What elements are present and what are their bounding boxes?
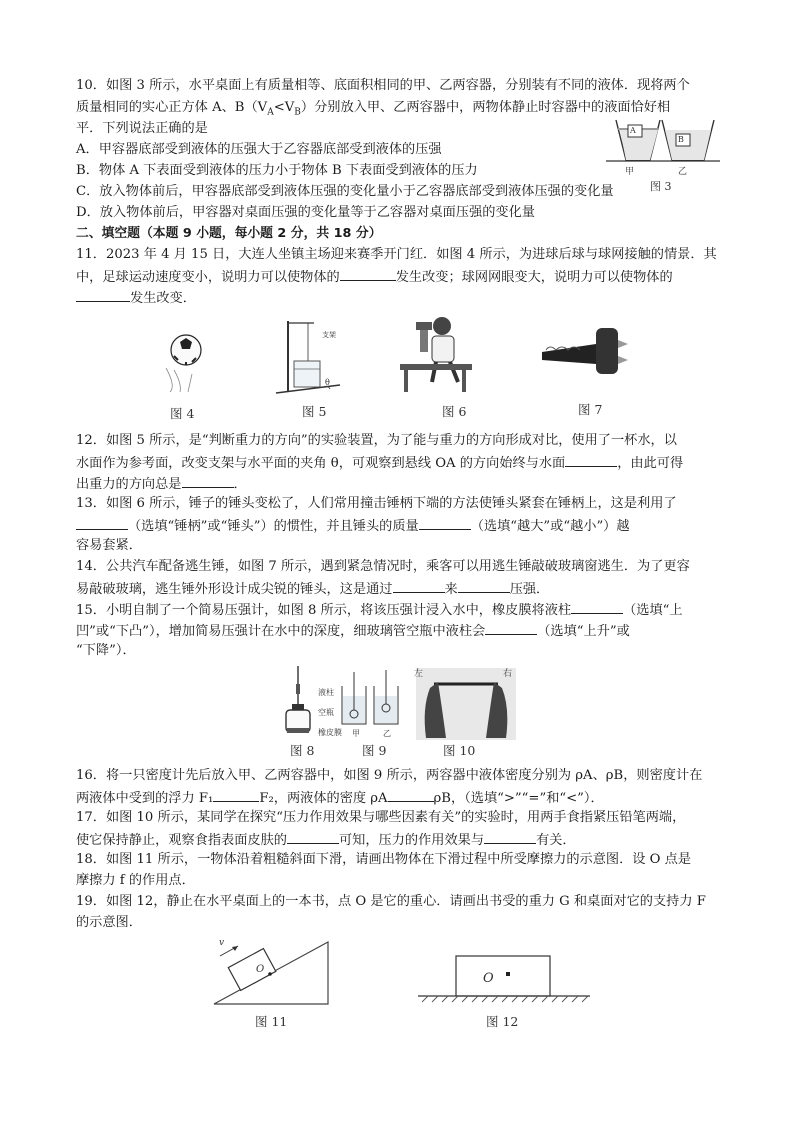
answer-blank[interactable] [571, 599, 623, 614]
q10-option-b: B．物体 A 下表面受到液体的压力小于物体 B 下表面受到液体的压力 [76, 163, 478, 178]
q13-line2: （选填“锤柄”或“锤头”）的惯性，并且锤头的质量 （选填“越大”或“越小”）越 [76, 515, 630, 537]
fig8-label-liquid-column: 液柱 [318, 688, 334, 697]
answer-blank[interactable] [76, 287, 130, 302]
fig5-caption: 图 5 [302, 404, 327, 419]
answer-blank[interactable] [76, 515, 128, 530]
section-2-heading: 二、填空题（本题 9 小题，每小题 2 分，共 18 分） [76, 226, 382, 241]
q14-line2: 易敲破玻璃，逃生锤外形设计成尖锐的锤头，这是通过 来 压强． [76, 578, 549, 600]
answer-blank[interactable] [485, 620, 537, 635]
fig9-label-jia: 甲 [352, 729, 360, 738]
fig11-caption: 图 11 [255, 1014, 288, 1029]
fig8-label-empty-bottle: 空瓶 [318, 708, 334, 717]
fig5-stand-label: 支架 [322, 331, 336, 339]
q10-option-a: A．甲容器底部受到液体的压强大于乙容器底部受到液体的压强 [76, 142, 442, 157]
fig9-caption: 图 9 [362, 743, 387, 758]
q10-option-d: D．放入物体前后，甲容器对桌面压强的变化量等于乙容器对桌面压强的变化量 [76, 205, 535, 220]
answer-blank[interactable] [388, 787, 434, 802]
q19-line1: 19．如图 12，静止在水平桌面上的一本书，点 O 是它的重心．请画出书受的重力 G 和桌面对它的支持力 F [76, 894, 706, 909]
figure-7-escape-hammer [536, 320, 632, 380]
fig12-point-o: O [483, 971, 494, 986]
figure-11-incline-block [208, 936, 334, 1008]
figure-12-book-on-table [418, 952, 590, 1004]
answer-blank[interactable] [213, 787, 259, 802]
q19-line2: 的示意图． [76, 915, 142, 930]
figure-9-hydrometer-beakers [338, 668, 402, 728]
fig10-label-right: 右 [503, 669, 513, 679]
answer-blank[interactable] [565, 452, 617, 467]
q12-line1: 12．如图 5 所示，是“判断重力的方向”的实验装置，为了能与重力的方向形成对比，使用了一杯水，以 [76, 433, 677, 448]
fig8-label-rubber-membrane: 橡皮膜 [318, 728, 342, 737]
q11-line2: 中，足球运动速度变小，说明力可以使物体的 发生改变；球网网眼变大，说明力可以使物体的 [76, 266, 673, 288]
figure-5-plumb-apparatus [272, 315, 344, 397]
fig3-label-jia: 甲 [625, 167, 635, 177]
answer-blank[interactable] [182, 473, 234, 488]
q12-line3: 出重力的方向总是 ． [76, 473, 247, 495]
q11-line3: 发生改变． [76, 287, 196, 309]
figure-4-football-net [162, 322, 210, 392]
fig6-caption: 图 6 [442, 404, 467, 419]
answer-blank[interactable] [419, 515, 471, 530]
q15-line3: “下降”）． [76, 643, 136, 658]
fig10-label-left: 左 [414, 669, 424, 679]
figure-10-pencil-fingers [416, 668, 516, 740]
q11-line1: 11．2023 年 4 月 15 日，大连人坐镇主场迎来赛季开门红．如图 4 所示，为进球后球与球网接触的情景．其 [76, 247, 717, 262]
q12-line2: 水面作为参考面，改变支架与水平面的夹角 θ，可观察到悬线 OA 的方向始终与水面 ，由此可得 [76, 452, 683, 474]
fig3-label-a: A [630, 126, 636, 135]
fig4-caption: 图 4 [170, 406, 195, 421]
q13-line1: 13．如图 6 所示，锤子的锤头变松了，人们常用撞击锤柄下端的方法使锤头紧套在锤柄上，这是利用了 [76, 496, 677, 511]
q10-line3: 平．下列说法正确的是 [76, 121, 208, 136]
answer-blank[interactable] [287, 829, 339, 844]
answer-blank[interactable] [340, 266, 396, 281]
fig3-caption: 图 3 [650, 180, 672, 193]
q16-line1: 16．将一只密度计先后放入甲、乙两容器中，如图 9 所示，两容器中液体密度分别为 ρA、ρB，则密度计在 [76, 768, 703, 783]
fig11-velocity-label: v [219, 938, 225, 948]
fig7-caption: 图 7 [578, 402, 603, 417]
fig5-theta-label: θ [325, 378, 330, 387]
fig3-label-yi: 乙 [678, 167, 688, 177]
fig3-label-b: B [678, 135, 684, 144]
q10-line1: 10．如图 3 所示，水平桌面上有质量相等、底面积相同的甲、乙两容器，分别装有不同的液体．现将两个 [76, 78, 690, 93]
q18-line1: 18．如图 11 所示，一物体沿着粗糙斜面下滑，请画出物体在下滑过程中所受摩擦力的示意图．设 O 点是 [76, 852, 692, 867]
q10-option-c: C．放入物体前后，甲容器底部受到液体压强的变化量小于乙容器底部受到液体压强的变化量 [76, 184, 614, 199]
fig8-caption: 图 8 [290, 743, 315, 758]
q15-line2: 凹”或“下凸”），增加简易压强计在水中的深度，细玻璃管空瓶中液柱会 （选填“上升”或 [76, 620, 630, 642]
q16-line2: 两液体中受到的浮力 F₁ F₂，两液体的密度 ρA ρB，（选填“>”“=”和“<”）． [76, 787, 604, 809]
q15-line1: 15．小明自制了一个简易压强计，如图 8 所示，将该压强计浸入水中，橡皮膜将液柱 （选填“上 [76, 599, 683, 621]
q10-line2: 质量相同的实心正方体 A、$B(V_A<V_B)$分别放入甲、乙两容器中，两物体静止时容器中的液面恰好相 [76, 100, 671, 118]
q14-line1: 14．公共汽车配备逃生锤，如图 7 所示，遇到紧急情况时，乘客可以用逃生锤敲破玻璃窗逃生．为了更容 [76, 559, 690, 574]
q17-line1: 17．如图 10 所示，某同学在探究“压力作用效果与哪些因素有关”的实验时，用两手食指紧压铅笔两端， [76, 810, 686, 825]
figure-6-hammer-person [396, 312, 476, 398]
fig10-caption: 图 10 [443, 743, 476, 758]
fig12-caption: 图 12 [486, 1014, 519, 1029]
q13-line3: 容易套紧． [76, 538, 142, 553]
fig11-point-o: O [256, 964, 265, 975]
answer-blank[interactable] [484, 829, 536, 844]
figure-8-pressure-gauge [282, 664, 314, 740]
answer-blank[interactable] [393, 578, 445, 593]
answer-blank[interactable] [458, 578, 510, 593]
q17-line2: 使它保持静止，观察食指表面皮肤的 可知，压力的作用效果与 有关． [76, 829, 576, 851]
q18-line2: 摩擦力 f 的作用点． [76, 873, 195, 888]
fig9-label-yi: 乙 [383, 729, 391, 738]
